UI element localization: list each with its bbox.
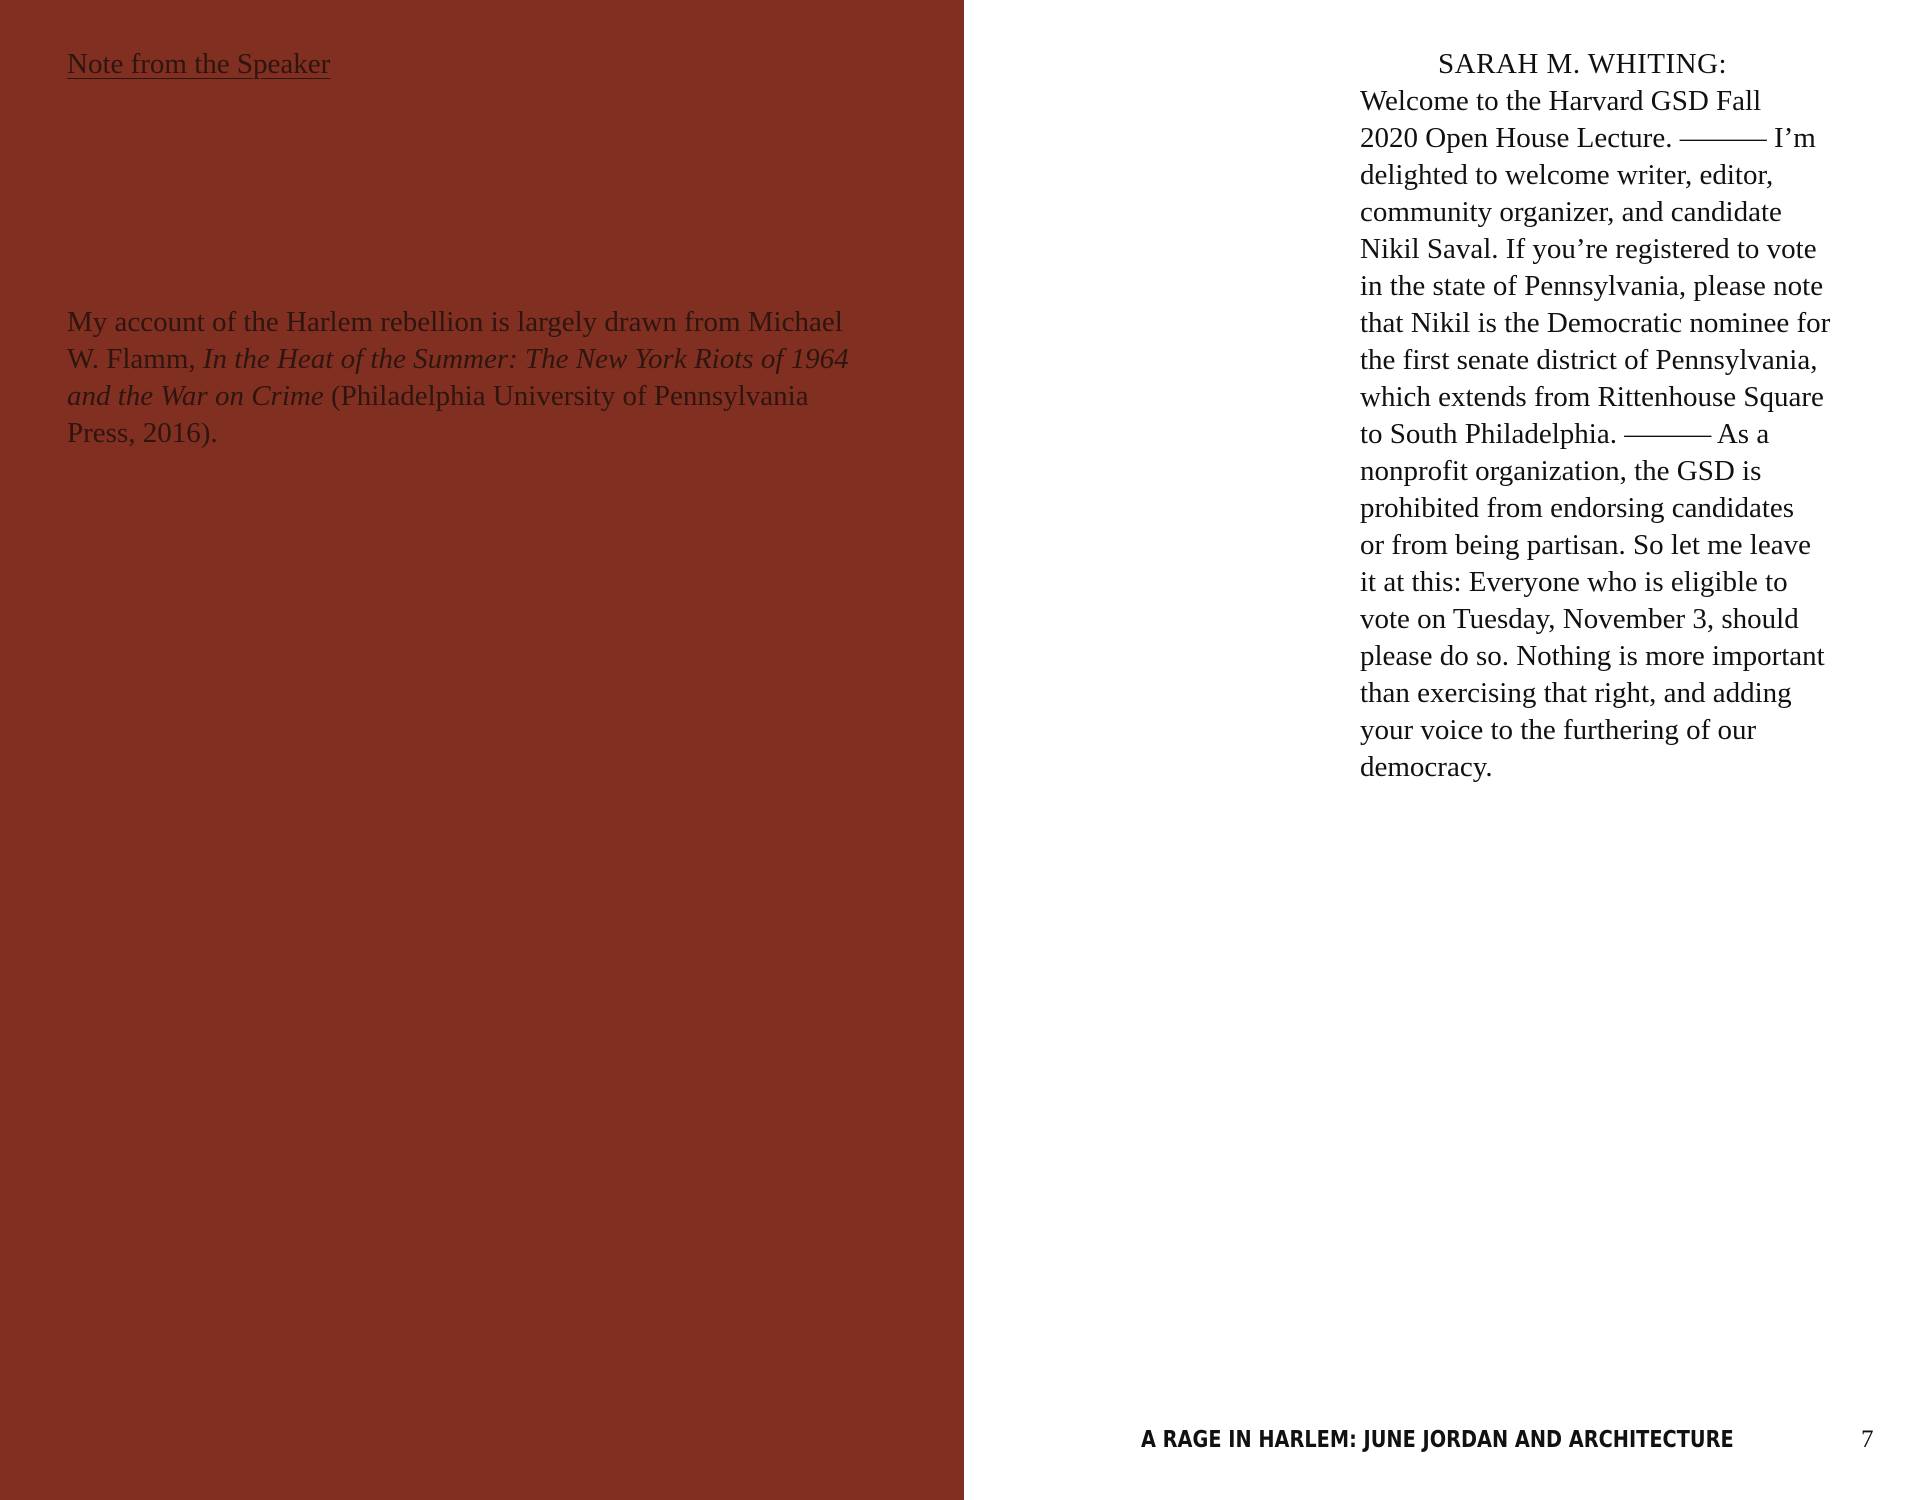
speech-text [1360,83,1920,786]
speech-line: which extends from Rittenhouse Square [1360,381,1824,413]
page-number: 7 [1861,1426,1874,1453]
speech-line: than exercising that right, and adding [1360,677,1792,709]
speech-line: democracy. [1360,751,1493,783]
speech-line: delighted to welcome writer, editor, [1360,159,1774,191]
speech-line: vote on Tuesday, November 3, should [1360,603,1799,635]
note-heading: Note from the Speaker [67,48,331,80]
speech-line: prohibited from endorsing candidates [1360,492,1795,524]
speech-line: 2020 Open House Lecture. ——— I’m [1360,122,1816,154]
speech-line: it at this: Everyone who is eligible to [1360,566,1788,598]
note-text-before: My account of the Harlem rebellion is largely drawn from Michael W. Flamm, [67,306,843,375]
note-text-after: (Philadelphia University of Pennsylvania Press, 2016). [67,380,809,449]
speech-line: community organizer, and candidate [1360,196,1782,228]
speech-line: your voice to the furthering of our [1360,714,1757,746]
running-title: A RAGE IN HARLEM: JUNE JORDAN AND ARCHITECTURE [1141,1427,1734,1453]
note-body [67,304,867,452]
speech-line: to South Philadelphia. ——— As a [1360,418,1770,450]
speaker-name: SARAH M. WHITING: [1438,48,1728,80]
speech-line: that Nikil is the Democratic nominee for [1360,307,1831,339]
book-title: In the Heat of the Summer: The New York Riots of 1964 and the War on Crime [67,343,849,412]
speech-line: nonprofit organization, the GSD is [1360,455,1762,487]
speech-line: Nikil Saval. If you’re registered to vote [1360,233,1817,265]
speech-line: please do so. Nothing is more important [1360,640,1825,672]
speech-line: Welcome to the Harvard GSD Fall [1360,85,1762,117]
speech-line: the first senate district of Pennsylvania, [1360,344,1818,376]
speech-line: in the state of Pennsylvania, please note [1360,270,1824,302]
speech-line: or from being partisan. So let me leave [1360,529,1811,561]
